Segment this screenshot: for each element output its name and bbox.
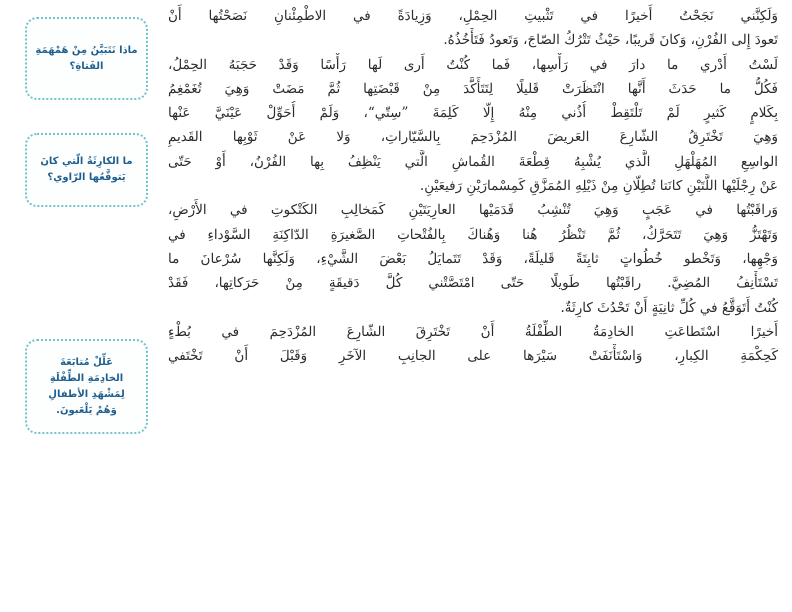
story-line: كُنْتُ أَتَوَقَّعُ في كُلِّ ثانِيَةٍ أَنْ تَحْدُثَ كارِثَةٌ. bbox=[560, 299, 778, 316]
margin-question-box bbox=[25, 133, 148, 207]
story-line: وَلَكِنَّني نَجَحْتُ أَخيرًا في تَثْبيتِ الحِمْلِ، وَزِيادَةً في الاطْمِئْنانِ نَصَحْتُها أَنْ bbox=[168, 8, 778, 24]
story-line: الواسِعِ المُهَلْهَلِ الَّذي يُشْبِهُ قِطْعَةَ القُماشِ الَّتي يَنْظِفُ بِها الفُرْنُ، أَوْ حَتّى bbox=[168, 153, 778, 170]
story-line: وَهِيَ تَخْتَرِقُ الشّارِعَ العَريضَ المُزْدَحِمَ بِالسَّيّاراتِ، وَلا عَنْ ثَوْبِها القَديمِ bbox=[168, 129, 778, 146]
story-line: وَراقَبْتُها في عَجَبٍ وَهِيَ تُنْشِبُ قَدَمَيْها العارِيَتَيْنِ كَمَخالِبِ الكَتْكوتِ في الأَرْضِ، bbox=[168, 202, 778, 219]
story-line: تَعودَ إِلى الفُرْنِ، وَكانَ قَريبًا، حَيْثُ تَتْرُكُ الصّاجَ، وَتَعودُ فَتَأْخُذُهُ. bbox=[443, 32, 778, 49]
story-line: تَسْتَأْنِفُ المُضِيَّ. راقَبْتُها طَويلًا حَتّى امْتَصَّتْني كُلَّ دَقيقَةٍ مِنْ حَرَكاتِها، فَقَدْ bbox=[168, 275, 778, 292]
story-line: فَكُلُّ ما حَدَثَ أَنَّها انْتَظَرَتْ قَليلًا لِتَتَأَكَّدَ مِنْ قَبْضَتِها ثُمَّ مَضَتْ وَهِيَ تُغَمْغِمُ bbox=[168, 80, 778, 97]
margin-question-box bbox=[25, 339, 148, 434]
story-line: وَتَهْتَزُّ وَهِيَ تَتَحَرَّكُ، ثُمَّ تَنْظُرُ هُنا وَهُناكَ بِالفُتْحاتِ الصَّغيرَةِ الدّاكِنَةِ السَّوْداءِ في bbox=[168, 226, 778, 243]
margin-question-line: عَلِّلْ مُتابَعَةَ bbox=[60, 356, 113, 368]
margin-question-line: الفَتاةِ؟ bbox=[69, 60, 104, 72]
margin-question-line: لِمَشْهَدِ الأطفالِ bbox=[48, 388, 125, 400]
margin-question-line: ماذا نَتَبَيَّنُ مِنْ هَمْهَمَةِ bbox=[35, 44, 138, 56]
margin-question-line: وَهُمْ يَلْعَبونَ. bbox=[56, 404, 117, 416]
story-line: لَسْتُ أَدْري ما دارَ في رَأْسِها، فَما كُنْتُ أَرى لَها رَأْسًا وَقَدْ حَجَبَهُ الحِمْلُ، bbox=[168, 56, 778, 73]
story-text bbox=[168, 4, 778, 368]
story-line: أَخيرًا اسْتَطاعَتِ الخادِمَةُ الطِّفْلَةُ أَنْ تَخْتَرِقَ الشّارِعَ المُزْدَحِمَ في بُطْءٍ bbox=[168, 323, 778, 340]
story-line: عَنْ رِجْلَيْها اللَّتَيْنِ كانَتا تُطِلّانِ مِنْ ذَيْلِهِ المُمَزَّقِ كَمِسْمارَيْنِ رَفيعَيْنِ. bbox=[419, 178, 778, 195]
margin-question-line: يَتوقَّعُها الرّاوي؟ bbox=[47, 172, 126, 183]
story-line: بِكَلامٍ كَثيرٍ لَمْ تَلْتَقِطْ أُذُني مِنْهُ إِلّا كَلِمَةَ ”سِتّي“، وَلَمْ أُحَوِّلْ عَيْنَيَّ عَنْها bbox=[168, 105, 778, 122]
margin-question-line: الخادِمَةِ الطِّفْلَةِ bbox=[49, 372, 124, 384]
story-line: وَجْهِها، وَتَخْطو خُطُواتٍ ثابِتَةً قَليلَةً، وَقَدْ تَتَمايَلُ بَعْضَ الشَّيْءِ، وَلَكِنَّها سُرْعانَ ما bbox=[168, 250, 778, 267]
margin-question-line: ما الكارِثَةُ الّتي كانَ bbox=[40, 156, 133, 167]
story-line: كَحِكْمَةِ الكِبارِ، وَاسْتَأْنَفَتْ سَيْرَها على الجانِبِ الآخَرِ وَقَبْلَ أَنْ تَخْتَفي bbox=[168, 348, 778, 365]
margin-question-box bbox=[25, 17, 148, 100]
